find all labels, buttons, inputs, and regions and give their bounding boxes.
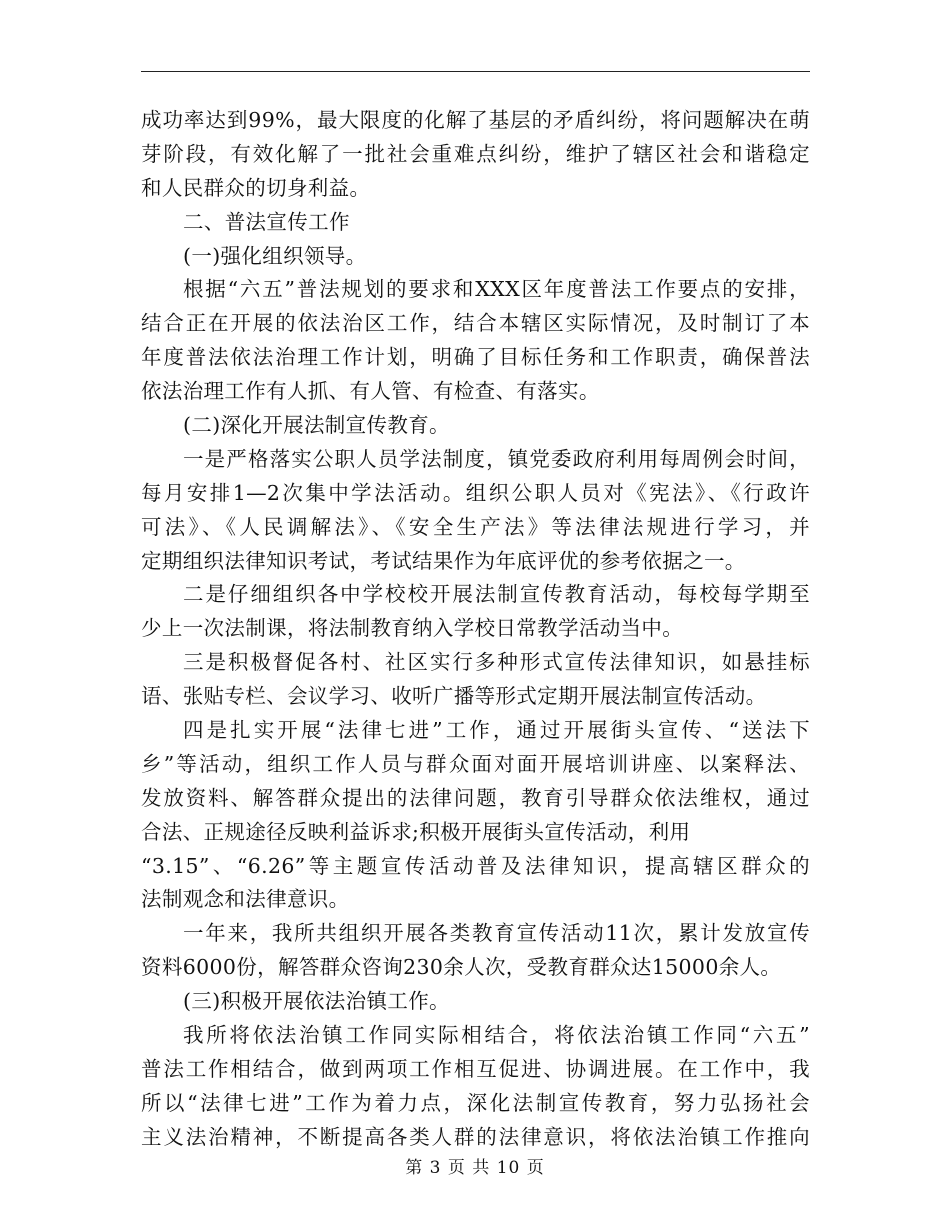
text-line: 发放资料、解答群众提出的法律问题，教育引导群众依法维权，通过	[141, 785, 810, 810]
text-line: 成功率达到99%，最大限度的化解了基层的矛盾纠纷，将问题解决在萌	[141, 108, 810, 132]
text-line: 普法工作相结合，做到两项工作相互促进、协调进展。在工作中，我	[141, 1056, 810, 1081]
text-line: 我所将依法治镇工作同实际相结合，将依法治镇工作同“六五”	[183, 1023, 810, 1048]
text-line: 定期组织法律知识考试，考试结果作为年底评优的参考依据之一。	[141, 548, 746, 573]
text-line: 年度普法依法治理工作计划，明确了目标任务和工作职责，确保普法	[141, 345, 810, 370]
document-body	[141, 104, 810, 1155]
text-line: 一是严格落实公职人员学法制度，镇党委政府利用每周例会时间，	[183, 446, 810, 471]
subsection-heading: (二)深化开展法制宣传教育。	[183, 413, 450, 438]
page-number: 第 3 页 共 10 页	[405, 1158, 545, 1178]
text-line: 和人民群众的切身利益。	[141, 175, 371, 200]
section-heading: 二、普法宣传工作	[183, 209, 350, 234]
text-line: 资料6000份，解答群众咨询230余人次，受教育群众达15000余人。	[141, 955, 782, 980]
text-line: 二是仔细组织各中学校校开展法制宣传教育活动，每校每学期至	[183, 582, 810, 607]
text-line: 结合正在开展的依法治区工作，结合本辖区实际情况，及时制订了本	[141, 311, 810, 336]
text-line: 根据“六五”普法规划的要求和XXX区年度普法工作要点的安排，	[183, 277, 810, 302]
text-line: 法制观念和法律意识。	[141, 887, 350, 912]
text-line: 四是扎实开展“法律七进”工作，通过开展街头宣传、“送法下	[183, 718, 810, 743]
subsection-heading: (一)强化组织领导。	[183, 243, 367, 268]
text-line: 乡”等活动，组织工作人员与群众面对面开展培训讲座、以案释法、	[141, 751, 810, 776]
text-line: 三是积极督促各村、社区实行多种形式宣传法律知识，如悬挂标	[183, 650, 810, 675]
text-line: 可法》、《人民调解法》、《安全生产法》等法律法规进行学习，并	[141, 514, 810, 539]
text-line: “3.15”、“6.26”等主题宣传活动普及法律知识，提高辖区群众的	[141, 853, 810, 878]
text-line: 合法、正规途径反映利益诉求;积极开展街头宣传活动，利用	[141, 819, 691, 844]
header-rule	[141, 71, 810, 72]
text-line: 所以“法律七进”工作为着力点，深化法制宣传教育，努力弘扬社会	[141, 1090, 810, 1115]
text-line: 每月安排1—2次集中学法活动。组织公职人员对《宪法》、《行政许	[141, 480, 810, 505]
text-line: 芽阶段，有效化解了一批社会重难点纠纷，维护了辖区社会和谐稳定	[141, 141, 810, 166]
text-line: 少上一次法制课，将法制教育纳入学校日常教学活动当中。	[141, 616, 684, 641]
text-line: 主义法治精神，不断提高各类人群的法律意识，将依法治镇工作推向	[141, 1124, 810, 1149]
text-line: 一年来，我所共组织开展各类教育宣传活动11次，累计发放宣传	[183, 921, 810, 946]
text-line: 语、张贴专栏、会议学习、收听广播等形式定期开展法制宣传活动。	[141, 684, 767, 709]
text-line: 依法治理工作有人抓、有人管、有检查、有落实。	[141, 379, 600, 404]
subsection-heading: (三)积极开展依法治镇工作。	[183, 989, 450, 1014]
